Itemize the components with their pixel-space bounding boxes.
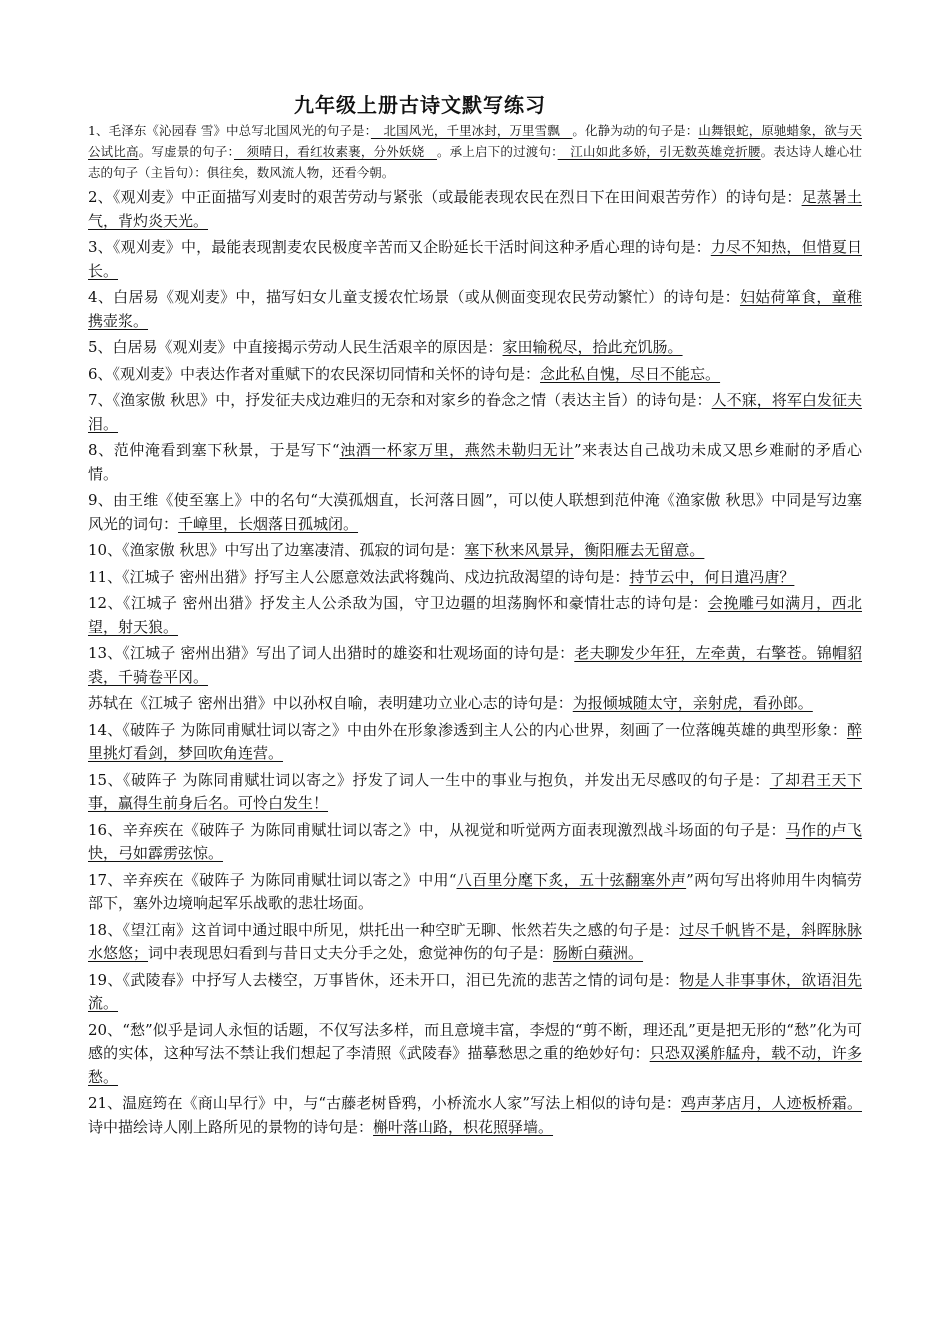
question-text: 。写虚景的句子： <box>138 144 234 159</box>
question-list <box>88 120 862 1139</box>
question-text: 3、《观刈麦》中，最能表现割麦农民极度辛苦而又企盼延长干活时间这种矛盾心理的诗句是： <box>88 238 711 256</box>
question-text: 20、“愁”似乎是词人永恒的话题，不仅写法多样，而且意境丰富，李煜的“剪不断，理还乱”更是把无形的“愁”化为可感的实体，这种写法不禁让我们想起了李清照《武陵春》描摹愁思之重的绝妙好句： <box>88 1020 862 1062</box>
answer-text: 八百里分麾下炙，五十弦翻塞外声 <box>456 870 687 889</box>
question-text: 17、辛弃疾在《破阵子 为陈同甫赋壮词以寄之》中用“ <box>88 870 457 889</box>
question-text: ”两句写出将帅用牛肉犒劳部下，塞外边境响起军乐战歌的悲壮场面。 <box>88 870 862 912</box>
question-item <box>88 1092 862 1139</box>
question-item <box>88 919 862 966</box>
question-text: 7、《渔家傲 秋思》中，抒发征夫戍边难归的无奈和对家乡的眷念之情（表达主旨）的诗句是： <box>88 391 712 409</box>
question-item <box>88 566 862 590</box>
answer-text: 会挽雕弓如满月，西北望，射天狼。 <box>88 594 862 636</box>
answer-text: 鸡声茅店月，人迹板桥霜。 <box>681 1094 862 1112</box>
question-item <box>88 186 862 233</box>
answer-text: 槲叶落山路，枳花照驿墙。 <box>373 1117 554 1136</box>
question-item <box>88 642 862 689</box>
question-text: 。表达诗人雄心壮志的句子（主旨句）：俱往矣，数风流人物，还看今朝。 <box>88 144 862 180</box>
question-item <box>88 1019 862 1090</box>
answer-text: 妇姑荷箪食，童稚携壶浆。 <box>88 288 862 330</box>
question-text: 。化静为动的句子是： <box>572 123 699 138</box>
question-text: 11、《江城子 密州出猎》抒写主人公愿意效法武将魏尚、戍边抗敌渴望的诗句是： <box>88 567 630 586</box>
answer-text: 醉里挑灯看剑，梦回吹角连营。 <box>88 720 862 762</box>
question-item <box>88 592 862 639</box>
answer-text: 须晴日，看红妆素裹，分外妖娆 <box>234 144 437 159</box>
question-item <box>88 363 862 387</box>
answer-text: 持节云中，何日遣冯唐？ <box>629 567 795 586</box>
question-text: 6、《观刈麦》中表达作者对重赋下的农民深切同情和关怀的诗句是： <box>88 364 541 383</box>
question-item <box>88 819 862 866</box>
question-item <box>88 439 862 486</box>
answer-text: 足蒸暑土气，背灼炎天光。 <box>88 188 862 230</box>
answer-text: 力尽不知热，但惜夏日长。 <box>88 238 862 280</box>
question-text: 词中表现思妇看到与昔日丈夫分手之处，愈觉神伤的句子是： <box>148 944 554 962</box>
question-text: 4、白居易《观刈麦》中，描写妇女儿童支援农忙场景（或从侧面变现农民劳动繁忙）的诗句是： <box>88 288 740 306</box>
answer-text: 了却君王天下事，赢得生前身后名。可怜白发生！ <box>88 770 862 812</box>
answer-text: 千嶂里，长烟落日孤城闭。 <box>178 514 359 533</box>
question-text: 21、温庭筠在《商山早行》中，与“古藤老树昏鸦，小桥流水人家”写法上相似的诗句是： <box>88 1094 681 1112</box>
question-text: 5、白居易《观刈麦》中直接揭示劳动人民生活艰辛的原因是： <box>88 338 503 356</box>
answer-text: 物是人非事事休，欲语泪先流。 <box>88 970 862 1012</box>
question-item <box>88 336 862 360</box>
question-text: 10、《渔家傲 秋思》中写出了边塞凄清、孤寂的词句是： <box>88 541 465 559</box>
question-text: 19、《武陵春》中抒写人去楼空，万事皆休，还未开口，泪已先流的悲苦之情的词句是： <box>88 970 680 989</box>
answer-text: 只恐双溪舴艋舟，载不动，许多愁。 <box>88 1044 862 1086</box>
question-text: 12、《江城子 密州出猎》抒发主人公杀敌为国，守卫边疆的坦荡胸怀和豪情壮志的诗句是： <box>88 594 708 612</box>
document-title: 九年级上册古诗文默写练习 <box>294 93 546 117</box>
question-text: 16、辛弃疾在《破阵子 为陈同甫赋壮词以寄之》中，从视觉和听觉两方面表现激烈战斗场面的句子是： <box>88 820 786 839</box>
document-page <box>88 92 862 1142</box>
question-item <box>88 489 862 536</box>
question-item <box>88 869 862 916</box>
question-item <box>88 120 862 183</box>
answer-text: 塞下秋来风景异，衡阳雁去无留意。 <box>464 541 705 559</box>
question-item <box>88 539 862 563</box>
question-text: ”来表达自己战功未成又思乡难耐的矛盾心情。 <box>88 441 862 483</box>
question-text: 8、范仲淹看到塞下秋景，于是写下“ <box>88 441 340 459</box>
question-text: 诗中描绘诗人刚上路所见的景物的诗句是： <box>88 1117 374 1136</box>
answer-text: 为报倾城随太守，亲射虎，看孙郎。 <box>572 694 813 712</box>
question-item <box>88 286 862 333</box>
question-text: 9、由王维《使至塞上》中的名句“大漠孤烟直，长河落日圆”，可以使人联想到范仲淹《渔家傲 秋思》中同是写边塞风光的词句： <box>88 491 862 533</box>
question-text: 18、《望江南》这首词中通过眼中所见，烘托出一种空旷无聊、怅然若失之感的句子是： <box>88 920 680 939</box>
question-item <box>88 236 862 283</box>
answer-text: 人不寐，将军白发征夫泪。 <box>88 391 862 433</box>
answer-text: 浊酒一杯家万里，燕然未勒归无计 <box>339 441 574 459</box>
answer-text: 北国风光，千里冰封，万里雪飘 <box>370 123 573 138</box>
answer-text: 过尽千帆皆不是，斜晖脉脉水悠悠； <box>88 920 862 962</box>
answer-text: 老夫聊发少年狂，左牵黄，右擎苍。锦帽貂裘，千骑卷平冈。 <box>88 644 862 686</box>
question-text: 1、毛泽东《沁园春 雪》中总写北国风光的句子是： <box>88 123 371 138</box>
question-item <box>88 719 862 766</box>
question-text: 14、《破阵子 为陈同甫赋壮词以寄之》中由外在形象渗透到主人公的内心世界，刻画了一位落魄英雄的典型形象： <box>88 720 847 739</box>
question-item <box>88 969 862 1016</box>
answer-text: 念此私自愧，尽日不能忘。 <box>540 364 721 383</box>
question-text: 13、《江城子 密州出猎》写出了词人出猎时的雄姿和壮观场面的诗句是： <box>88 644 575 662</box>
question-text: 2、《观刈麦》中正面描写刈麦时的艰苦劳动与紧张（或最能表现农民在烈日下在田间艰苦劳作）的诗句是： <box>88 188 802 206</box>
question-item <box>88 692 862 716</box>
question-item <box>88 769 862 816</box>
question-text: 苏轼在《江城子 密州出猎》中以孙权自喻，表明建功立业心志的诗句是： <box>88 694 573 712</box>
answer-text: 家田输税尽，拾此充饥肠。 <box>502 338 683 356</box>
answer-text: 山舞银蛇，原驰蜡象，欲与天公试比高 <box>88 123 862 159</box>
answer-text: 江山如此多娇，引无数英雄竞折腰 <box>557 144 761 159</box>
question-text: 15、《破阵子 为陈同甫赋壮词以寄之》抒发了词人一生中的事业与抱负，并发出无尽感叹的句子是： <box>88 770 770 789</box>
answer-text: 马作的卢飞快，弓如霹雳弦惊。 <box>88 820 862 862</box>
answer-text: 肠断白蘋洲。 <box>553 944 644 962</box>
question-text: 。承上启下的过渡句： <box>437 144 558 159</box>
question-item <box>88 389 862 436</box>
